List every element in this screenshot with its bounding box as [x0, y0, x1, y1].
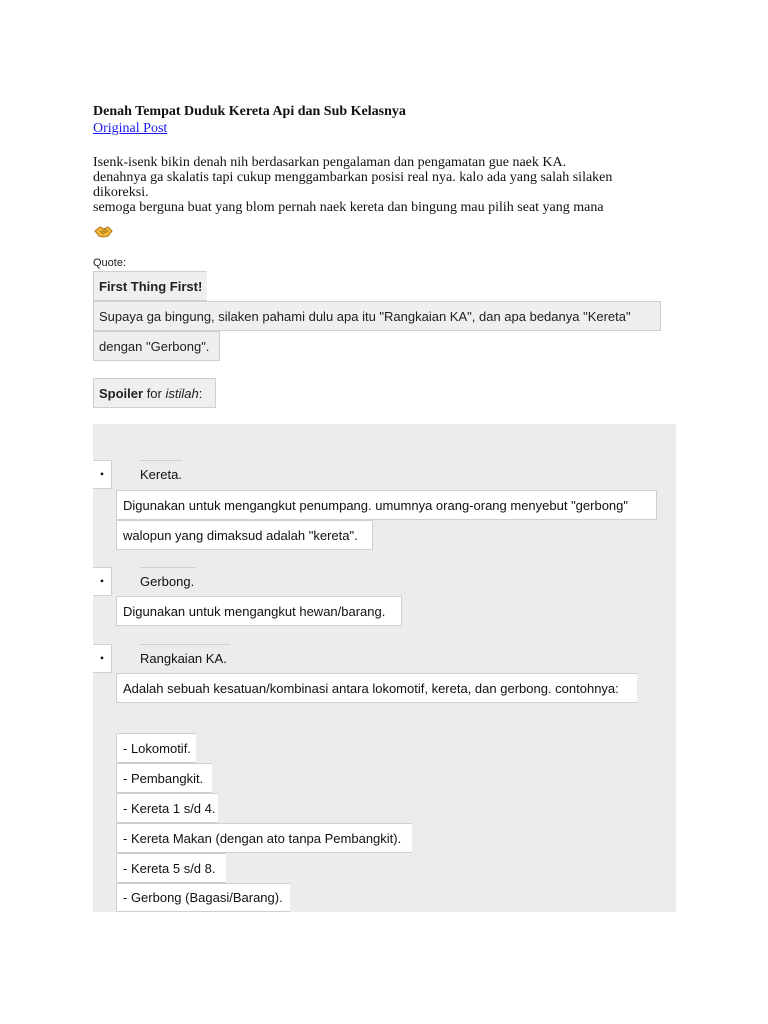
composition-item: - Kereta Makan (dengan ato tanpa Pembangkit). — [116, 823, 412, 853]
list-item-name: Gerbong. — [140, 567, 196, 589]
quote-label: Quote: — [93, 257, 127, 269]
intro-line: dikoreksi. — [93, 185, 149, 200]
intro-line: denahnya ga skalatis tapi cukup menggambarkan posisi real nya. kalo ada yang salah silaken — [93, 170, 613, 185]
composition-item: - Gerbong (Bagasi/Barang). — [116, 883, 290, 912]
composition-item: - Lokomotif. — [116, 733, 196, 763]
quote-line: dengan "Gerbong". — [93, 331, 220, 361]
quote-heading: First Thing First! — [93, 271, 207, 301]
original-post-link[interactable]: Original Post — [93, 121, 168, 136]
spoiler-for: for — [143, 385, 166, 401]
post-title: Denah Tempat Duduk Kereta Api dan Sub Kelasnya — [93, 104, 406, 119]
list-item-name: Kereta. — [140, 460, 182, 482]
intro-line: semoga berguna buat yang blom pernah naek kereta dan bingung mau pilih seat yang mana — [93, 200, 604, 215]
list-bullet: • — [93, 460, 112, 489]
spoiler-colon: : — [198, 385, 203, 401]
composition-item: - Pembangkit. — [116, 763, 212, 793]
spoiler-bold: Spoiler — [99, 385, 144, 401]
spoiler-toggle[interactable] — [93, 378, 216, 408]
list-bullet: • — [93, 567, 112, 596]
list-item-desc: walopun yang dimaksud adalah "kereta". — [116, 520, 373, 550]
intro-paragraph — [93, 155, 683, 215]
list-item-desc: Adalah sebuah kesatuan/kombinasi antara lokomotif, kereta, dan gerbong. contohnya: — [116, 673, 637, 703]
list-item-desc: Digunakan untuk mengangkut penumpang. umumnya orang-orang menyebut "gerbong" — [116, 490, 657, 520]
list-item-desc: Digunakan untuk mengangkut hewan/barang. — [116, 596, 402, 626]
list-item-name: Rangkaian KA. — [140, 644, 230, 666]
list-bullet: • — [93, 644, 112, 673]
handshake-icon — [94, 225, 113, 239]
intro-line: Isenk-isenk bikin denah nih berdasarkan pengalaman dan pengamatan gue naek KA. — [93, 155, 567, 170]
spoiler-term: istilah — [165, 385, 199, 401]
composition-item: - Kereta 5 s/d 8. — [116, 853, 226, 883]
composition-item: - Kereta 1 s/d 4. — [116, 793, 218, 823]
quote-line: Supaya ga bingung, silaken pahami dulu apa itu "Rangkaian KA", dan apa bedanya "Kereta" — [93, 301, 661, 331]
